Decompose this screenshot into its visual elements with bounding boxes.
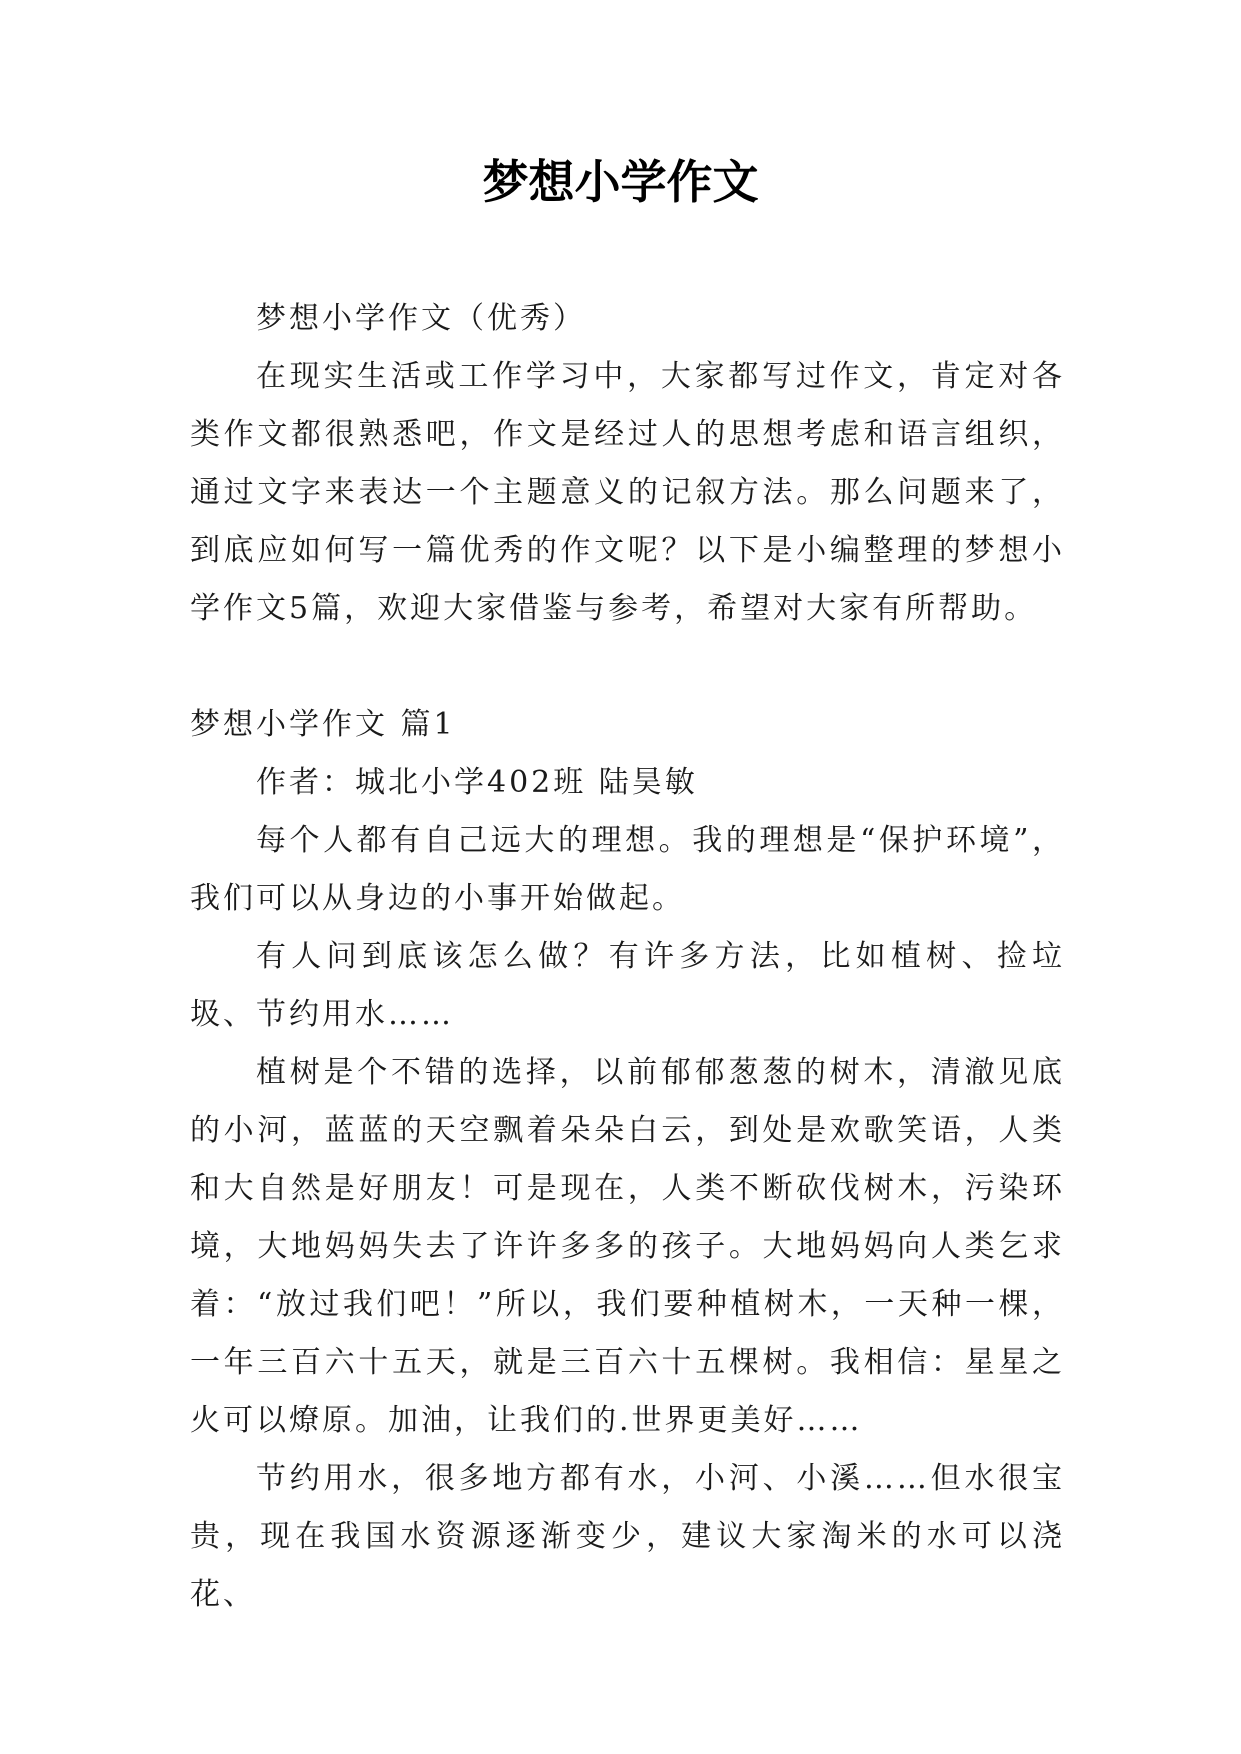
- document-title: 梦想小学作文: [482, 155, 759, 209]
- author-line: 作者：城北小学402班 陆昊敏: [256, 765, 698, 800]
- body-paragraph: 有人问到底该怎么做？有许多方法，比如植树、捡垃圾、节约用水……: [190, 939, 1065, 1032]
- intro-subtitle: 梦想小学作文（优秀）: [256, 301, 586, 336]
- intro-paragraph: 在现实生活或工作学习中，大家都写过作文，肯定对各类作文都很熟悉吧，作文是经过人的思想考虑和语言组织，通过文字来表达一个主题意义的记叙方法。那么问题来了，到底应如何写一篇优秀的作文呢？以下是小编整理的梦想小学作文5篇，欢迎大家借鉴与参考，希望对大家有所帮助。: [190, 359, 1065, 626]
- body-paragraph: 节约用水，很多地方都有水，小河、小溪……但水很宝贵，现在我国水资源逐渐变少，建议大家淘米的水可以浇花、: [190, 1461, 1065, 1612]
- body-paragraph: 每个人都有自己远大的理想。我的理想是“保护环境”，我们可以从身边的小事开始做起。: [190, 823, 1065, 916]
- body-paragraph: 植树是个不错的选择，以前郁郁葱葱的树木，清澈见底的小河，蓝蓝的天空飘着朵朵白云，到处是欢歌笑语，人类和大自然是好朋友！可是现在，人类不断砍伐树木，污染环境，大地妈妈失去了许许多多的孩子。大地妈妈向人类乞求着：“放过我们吧！”所以，我们要种植树木，一天种一棵，一年三百六十五天，就是三百六十五棵树。我相信：星星之火可以燎原。加油，让我们的.世界更美好……: [190, 1055, 1065, 1438]
- document-body: [190, 290, 1065, 1624]
- section-heading: 梦想小学作文 篇1: [190, 707, 456, 742]
- section-spacer: [190, 638, 1065, 696]
